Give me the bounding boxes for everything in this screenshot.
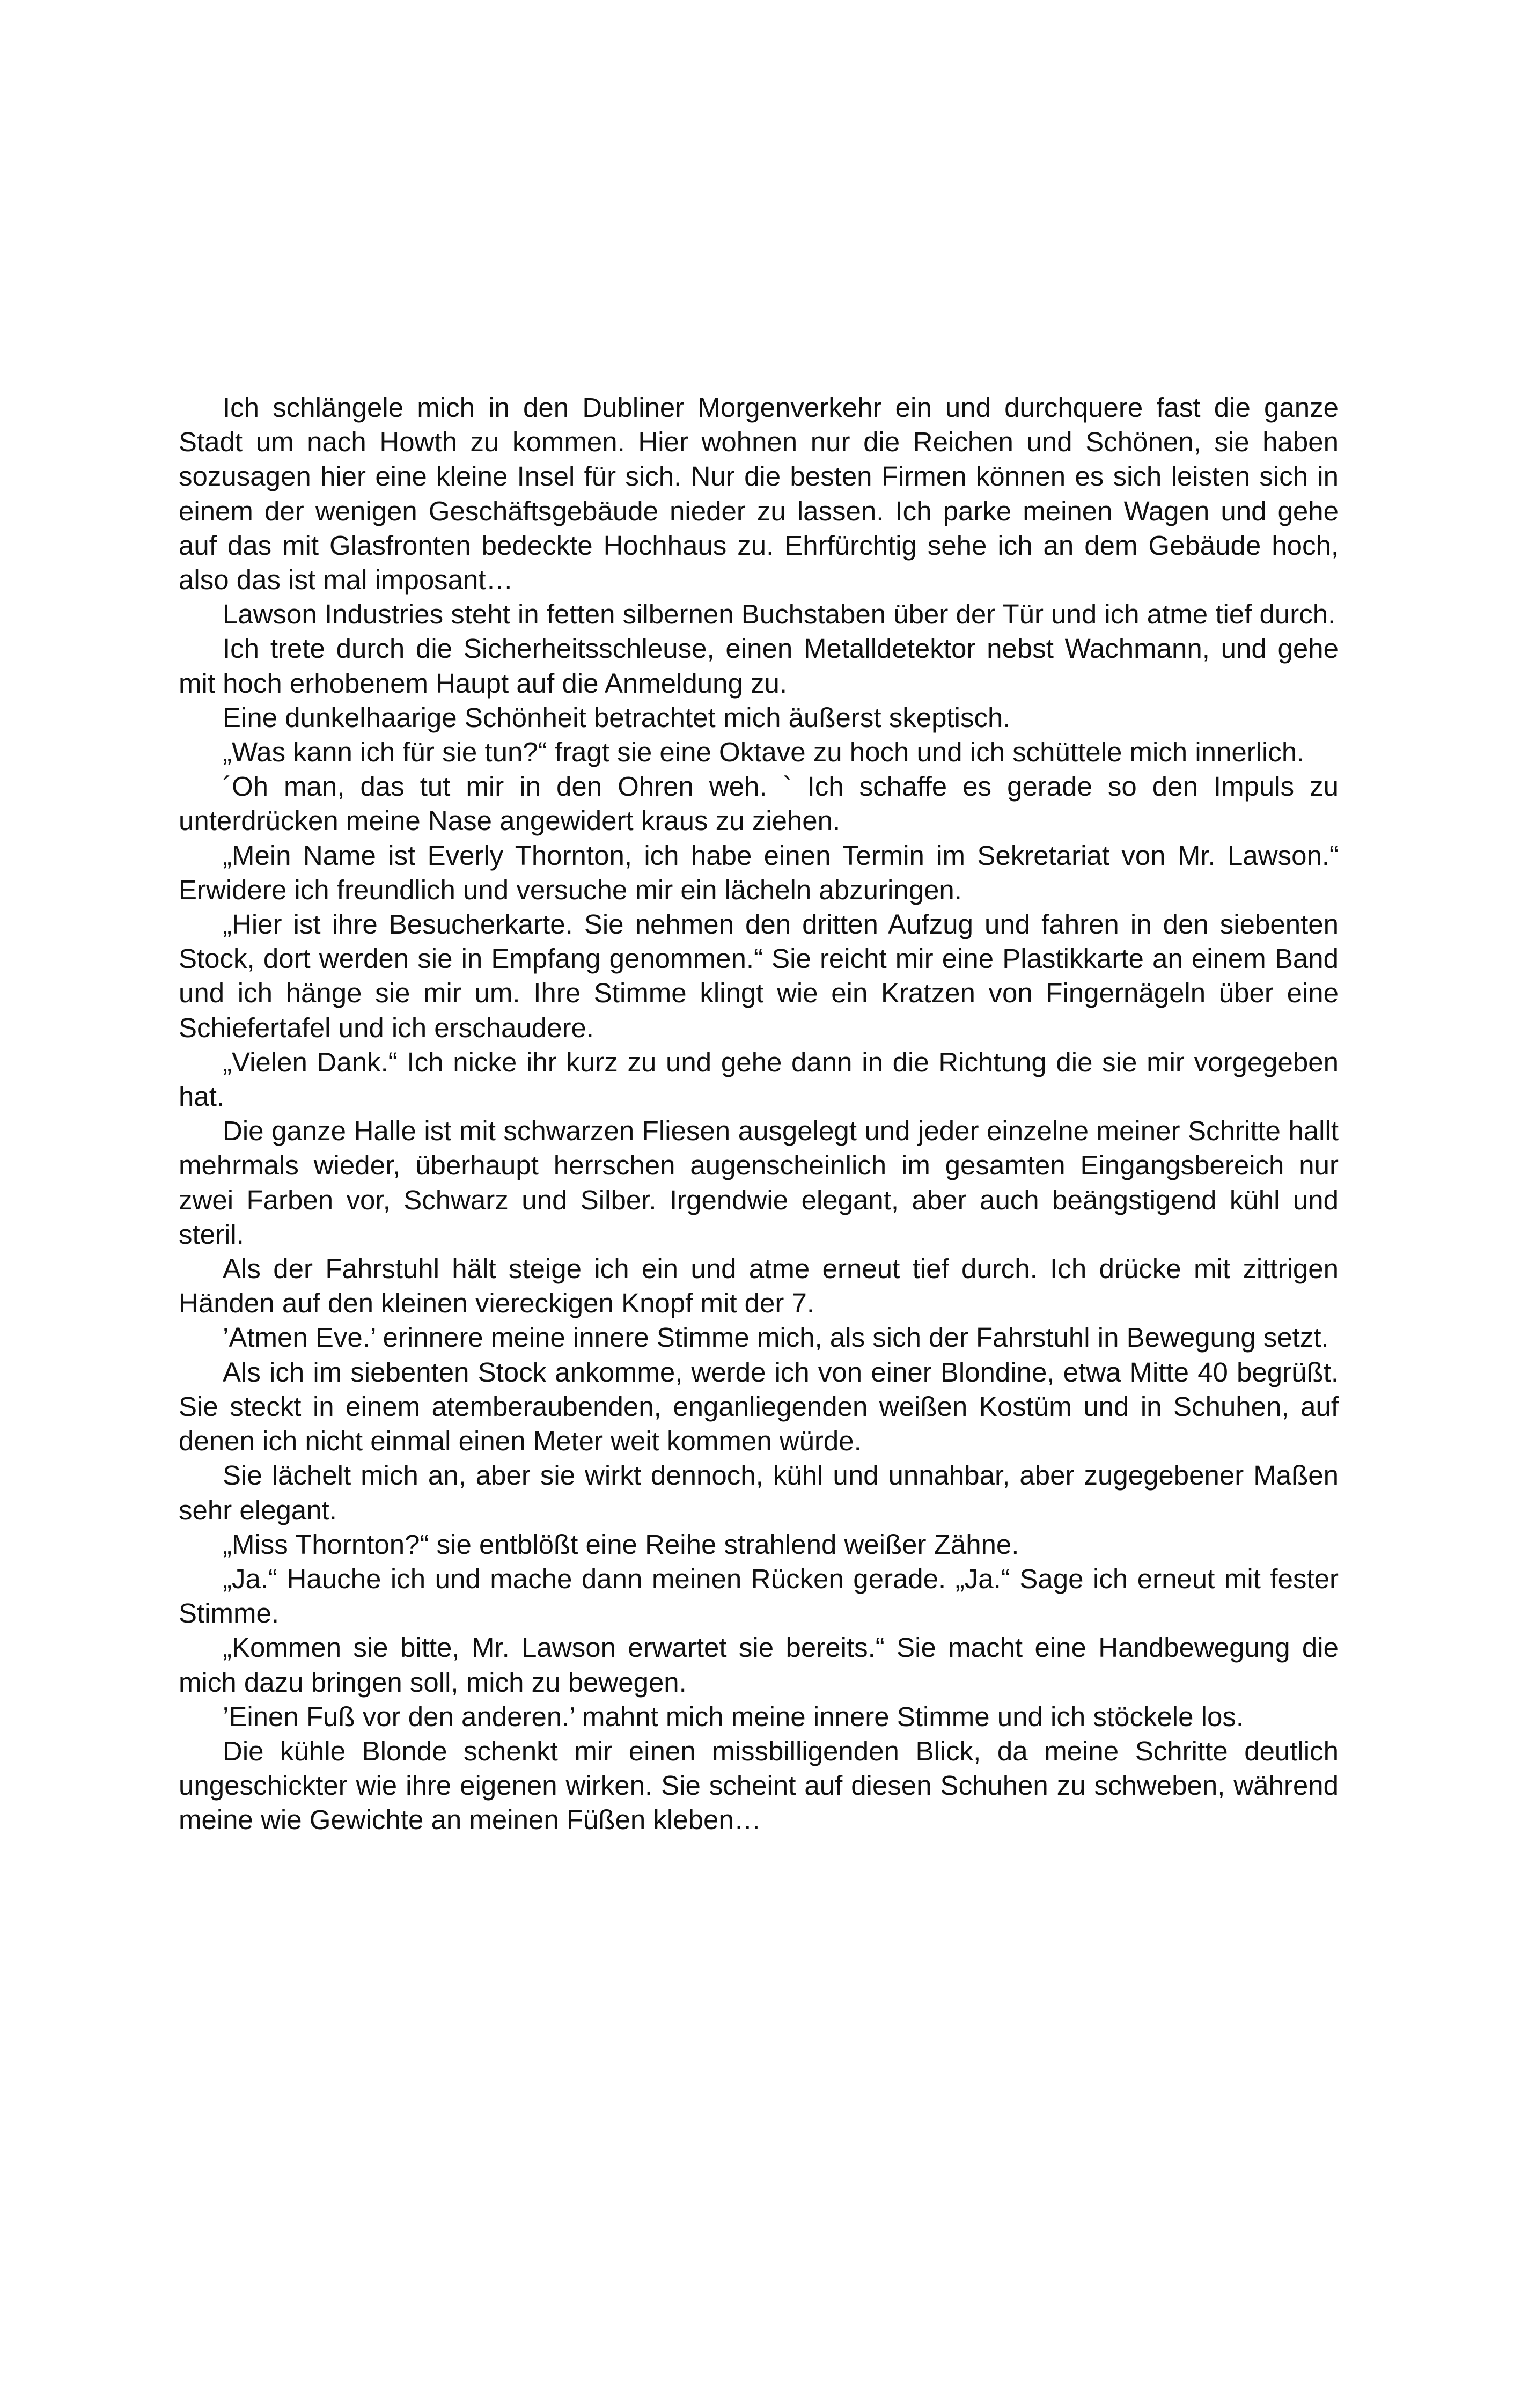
paragraph: „Ja.“ Hauche ich und mache dann meinen Rücken gerade. „Ja.“ Sage ich erneut mit fester Stimme. xyxy=(179,1563,1339,1629)
paragraph: Ich schlängele mich in den Dubliner Morgenverkehr ein und durchquere fast die ganze Stadt um nach Howth zu kommen. Hier wohnen nur die Reichen und Schönen, sie haben sozusagen hier eine kleine Insel für sich. Nur die besten Firmen können es sich leisten sich in einem der wenigen Geschäftsgebäude nieder zu lassen. Ich parke meinen Wagen und gehe auf das mit Glasfronten bedeckte Hochhaus zu. Ehrfürchtig sehe ich an dem Gebäude hoch, also das ist mal imposant… xyxy=(179,392,1339,596)
paragraph: Die kühle Blonde schenkt mir einen missbilligenden Blick, da meine Schritte deutlich ungeschickter wie ihre eigenen wirken. Sie scheint auf diesen Schuhen zu schweben, während meine wie Gewichte an meinen Füßen kleben… xyxy=(179,1735,1339,1836)
body-text xyxy=(179,391,1339,1838)
paragraph: Als der Fahrstuhl hält steige ich ein und atme erneut tief durch. Ich drücke mit zittrigen Händen auf den kleinen viereckigen Knopf mit der 7. xyxy=(179,1253,1339,1319)
paragraph: Eine dunkelhaarige Schönheit betrachtet mich äußerst skeptisch. xyxy=(223,702,1011,733)
paragraph: Die ganze Halle ist mit schwarzen Fliesen ausgelegt und jeder einzelne meiner Schritte hallt mehrmals wieder, überhaupt herrschen augenscheinlich im gesamten Eingangsbereich nur zwei Farben vor, Schwarz und Silber. Irgendwie elegant, aber auch beängstigend kühl und steril. xyxy=(179,1115,1339,1250)
paragraph: Ich trete durch die Sicherheitsschleuse, einen Metalldetektor nebst Wachmann, und gehe mit hoch erhobenem Haupt auf die Anmeldung zu. xyxy=(179,633,1339,699)
paragraph: „Vielen Dank.“ Ich nicke ihr kurz zu und gehe dann in die Richtung die sie mir vorgegeben hat. xyxy=(179,1046,1339,1112)
paragraph: „Mein Name ist Everly Thornton, ich habe einen Termin im Sekretariat von Mr. Lawson.“ Erwidere ich freundlich und versuche mir ein lächeln abzuringen. xyxy=(179,840,1339,905)
paragraph: „Kommen sie bitte, Mr. Lawson erwartet sie bereits.“ Sie macht eine Handbewegung die mich dazu bringen soll, mich zu bewegen. xyxy=(179,1632,1339,1698)
paragraph: „Hier ist ihre Besucherkarte. Sie nehmen den dritten Aufzug und fahren in den siebenten Stock, dort werden sie in Empfang genommen.“ Sie reicht mir eine Plastikkarte an einem Band und ich hänge sie mir um. Ihre Stimme klingt wie ein Kratzen von Fingernägeln über eine Schiefertafel und ich erschaudere. xyxy=(179,909,1339,1043)
paragraph: „Miss Thornton?“ sie entblößt eine Reihe strahlend weißer Zähne. xyxy=(223,1529,1019,1560)
paragraph: Lawson Industries steht in fetten silbernen Buchstaben über der Tür und ich atme tief durch. xyxy=(223,599,1336,630)
paragraph: ’Atmen Eve.’ erinnere meine innere Stimme mich, als sich der Fahrstuhl in Bewegung setzt. xyxy=(223,1322,1329,1353)
paragraph: Sie lächelt mich an, aber sie wirkt dennoch, kühl und unnahbar, aber zugegebener Maßen sehr elegant. xyxy=(179,1460,1339,1525)
paragraph: Als ich im siebenten Stock ankomme, werde ich von einer Blondine, etwa Mitte 40 begrüßt. Sie steckt in einem atemberaubenden, enganliegenden weißen Kostüm und in Schuhen, auf denen ich nicht einmal einen Meter weit kommen würde. xyxy=(179,1356,1339,1457)
paragraph: „Was kann ich für sie tun?“ fragt sie eine Oktave zu hoch und ich schüttele mich innerlich. xyxy=(223,737,1305,768)
paragraph: ´Oh man, das tut mir in den Ohren weh. ` Ich schaffe es gerade so den Impuls zu unterdrücken meine Nase angewidert kraus zu ziehen. xyxy=(179,771,1339,836)
paragraph: ’Einen Fuß vor den anderen.’ mahnt mich meine innere Stimme und ich stöckele los. xyxy=(223,1701,1244,1732)
